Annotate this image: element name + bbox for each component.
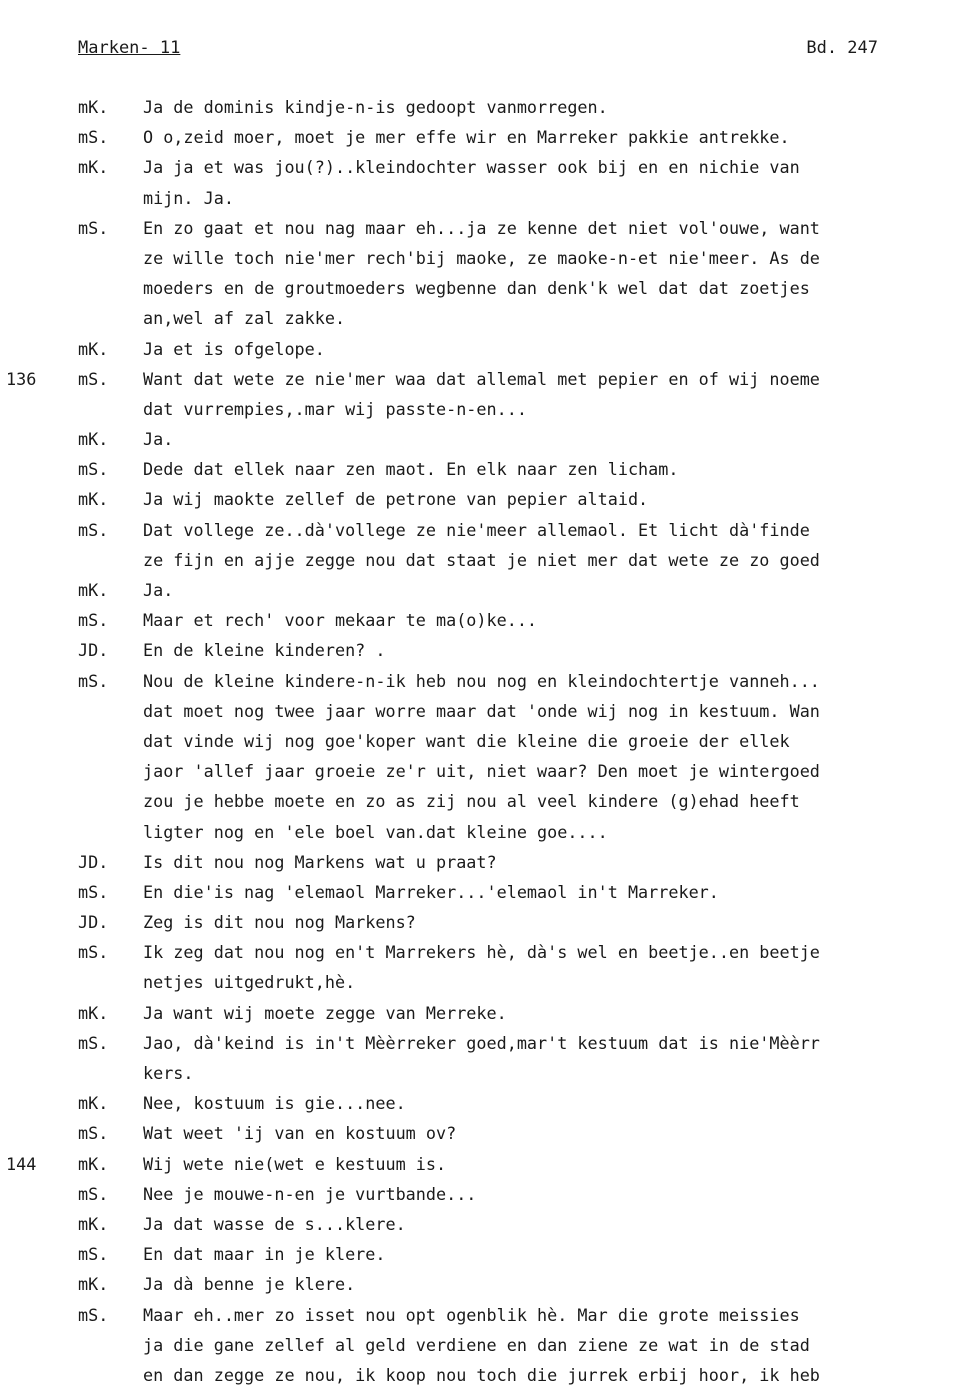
utterance-text: Nou de kleine kindere-n-ik heb nou nog en kleindochtertje vanneh... xyxy=(143,670,820,691)
transcript-line xyxy=(0,967,973,997)
utterance-text: Dat vollege ze..dà'vollege ze nie'meer allemaol. Et licht dà'finde xyxy=(143,519,810,540)
speaker-label: JD. xyxy=(78,851,109,872)
transcript-line xyxy=(0,998,973,1028)
utterance-text: Ja dat wasse de s...klere. xyxy=(143,1213,406,1234)
utterance-text: Jao, dà'keind is in't Mèèrreker goed,mar't kestuum dat is nie'Mèèrr xyxy=(143,1032,820,1053)
speaker-label: mS. xyxy=(78,519,109,540)
utterance-text: Is dit nou nog Markens wat u praat? xyxy=(143,851,497,872)
transcript-line xyxy=(0,696,973,726)
speaker-label: mS. xyxy=(78,1244,109,1265)
transcript-line xyxy=(0,847,973,877)
utterance-text: Ja want wij moete zegge van Merreke. xyxy=(143,1002,507,1023)
page-number: Bd. 247 xyxy=(806,38,878,58)
utterance-text: en dan zegge ze nou, ik koop nou toch die jurrek erbij hoor, ik heb xyxy=(143,1364,820,1385)
transcript-line xyxy=(0,545,973,575)
transcript-line xyxy=(0,756,973,786)
transcript-line xyxy=(0,484,973,514)
transcript-line xyxy=(0,1088,973,1118)
speaker-label: mS. xyxy=(78,1123,109,1144)
transcript-line xyxy=(0,454,973,484)
utterance-text: En zo gaat et nou nag maar eh...ja ze kenne det niet vol'ouwe, want xyxy=(143,217,820,238)
utterance-text: En dat maar in je klere. xyxy=(143,1244,386,1265)
transcript-line xyxy=(0,394,973,424)
line-number: 144 xyxy=(6,1153,37,1174)
transcript-line xyxy=(0,1028,973,1058)
utterance-text: moeders en de groutmoeders wegbenne dan denk'k wel dat dat zoetjes xyxy=(143,278,810,299)
utterance-text: ja die gane zellef al geld verdiene en dan ziene ze wat in de stad xyxy=(143,1334,810,1355)
utterance-text: ze fijn en ajje zegge nou dat staat je niet mer dat wete ze zo goed xyxy=(143,549,820,570)
header-title: Marken- 11 xyxy=(78,38,181,58)
utterance-text: Nee, kostuum is gie...nee. xyxy=(143,1093,406,1114)
line-number: 136 xyxy=(6,368,37,389)
speaker-label: mK. xyxy=(78,338,109,359)
transcript-line xyxy=(0,1239,973,1269)
speaker-label: mS. xyxy=(78,881,109,902)
utterance-text: Ja et is ofgelope. xyxy=(143,338,325,359)
utterance-text: Dede dat ellek naar zen maot. En elk naar zen licham. xyxy=(143,459,679,480)
utterance-text: Ik zeg dat nou nog en't Marrekers hè, dà's wel en beetje..en beetje xyxy=(143,942,820,963)
speaker-label: mK. xyxy=(78,1213,109,1234)
transcript-line xyxy=(0,243,973,273)
transcript-line xyxy=(0,1300,973,1330)
transcript-line xyxy=(0,364,973,394)
transcript-line xyxy=(0,515,973,545)
utterance-text: netjes uitgedrukt,hè. xyxy=(143,972,356,993)
transcript-line xyxy=(0,122,973,152)
transcript-line xyxy=(0,726,973,756)
utterance-text: Wij wete nie(wet e kestuum is. xyxy=(143,1153,447,1174)
speaker-label: mK. xyxy=(78,429,109,450)
transcript-line xyxy=(0,666,973,696)
utterance-text: Ja wij maokte zellef de petrone van pepier altaid. xyxy=(143,489,649,510)
speaker-label: mK. xyxy=(78,97,109,117)
transcript-line xyxy=(0,92,973,122)
utterance-text: an,wel af zal zakke. xyxy=(143,308,346,329)
transcript-line xyxy=(0,1179,973,1209)
transcript-line xyxy=(0,152,973,182)
transcript-line xyxy=(0,1330,973,1360)
transcript-line xyxy=(0,1360,973,1390)
transcript-line xyxy=(0,575,973,605)
speaker-label: mS. xyxy=(78,1183,109,1204)
transcript-line xyxy=(0,635,973,665)
transcript-line xyxy=(0,1058,973,1088)
transcript-line xyxy=(0,907,973,937)
utterance-text: dat vinde wij nog goe'koper want die kleine die groeie der ellek xyxy=(143,730,790,751)
utterance-text: Want dat wete ze nie'mer waa dat allemal met pepier en of wij noeme xyxy=(143,368,820,389)
transcript-line xyxy=(0,183,973,213)
speaker-label: mK. xyxy=(78,580,109,600)
speaker-label: mK. xyxy=(78,489,109,510)
utterance-text: Maar eh..mer zo isset nou opt ogenblik hè. Mar die grote meissies xyxy=(143,1304,800,1325)
transcript-line xyxy=(0,334,973,364)
transcript-line xyxy=(0,1149,973,1179)
utterance-text: kers. xyxy=(143,1063,194,1083)
utterance-text: Ja. xyxy=(143,429,174,450)
utterance-text: En de kleine kinderen? . xyxy=(143,640,386,661)
speaker-label: mK. xyxy=(78,157,109,178)
utterance-text: Ja de dominis kindje-n-is gedoopt vanmorregen. xyxy=(143,97,608,117)
utterance-text: Maar et rech' voor mekaar te ma(o)ke... xyxy=(143,610,538,631)
utterance-text: ligter nog en 'ele boel van.dat kleine goe.... xyxy=(143,821,608,842)
utterance-text: Ja. xyxy=(143,580,174,600)
speaker-label: mS. xyxy=(78,942,109,963)
transcript-line xyxy=(0,213,973,243)
speaker-label: mK. xyxy=(78,1002,109,1023)
speaker-label: mK. xyxy=(78,1093,109,1114)
transcript-line xyxy=(0,303,973,333)
transcript-line xyxy=(0,1118,973,1148)
utterance-text: dat moet nog twee jaar worre maar dat 'onde wij nog in kestuum. Wan xyxy=(143,700,820,721)
speaker-label: mS. xyxy=(78,670,109,691)
speaker-label: mS. xyxy=(78,1304,109,1325)
transcript-body xyxy=(0,92,973,1390)
utterance-text: En die'is nag 'elemaol Marreker...'elemaol in't Marreker. xyxy=(143,881,719,902)
speaker-label: JD. xyxy=(78,640,109,661)
utterance-text: ze wille toch nie'mer rech'bij maoke, ze maoke-n-et nie'meer. As de xyxy=(143,247,820,268)
transcript-line xyxy=(0,877,973,907)
transcript-line xyxy=(0,273,973,303)
utterance-text: Wat weet 'ij van en kostuum ov? xyxy=(143,1123,457,1144)
speaker-label: mS. xyxy=(78,217,109,238)
utterance-text: jaor 'allef jaar groeie ze'r uit, niet waar? Den moet je wintergoed xyxy=(143,761,820,782)
speaker-label: JD. xyxy=(78,912,109,933)
utterance-text: Ja dà benne je klere. xyxy=(143,1274,356,1295)
speaker-label: mS. xyxy=(78,368,109,389)
speaker-label: mS. xyxy=(78,127,109,148)
transcript-line xyxy=(0,1209,973,1239)
speaker-label: mS. xyxy=(78,610,109,631)
utterance-text: zou je hebbe moete en zo as zij nou al veel kindere (g)ehad heeft xyxy=(143,791,800,812)
transcript-line xyxy=(0,605,973,635)
utterance-text: O o,zeid moer, moet je mer effe wir en Marreker pakkie antrekke. xyxy=(143,127,790,148)
speaker-label: mS. xyxy=(78,1032,109,1053)
transcript-line xyxy=(0,937,973,967)
speaker-label: mK. xyxy=(78,1153,109,1174)
speaker-label: mS. xyxy=(78,459,109,480)
utterance-text: dat vurrempies,.mar wij passte-n-en... xyxy=(143,398,527,419)
utterance-text: mijn. Ja. xyxy=(143,187,234,208)
transcript-line xyxy=(0,1269,973,1299)
utterance-text: Ja ja et was jou(?)..kleindochter wasser ook bij en en nichie van xyxy=(143,157,800,178)
transcript-line xyxy=(0,817,973,847)
transcript-line xyxy=(0,786,973,816)
transcript-line xyxy=(0,424,973,454)
speaker-label: mK. xyxy=(78,1274,109,1295)
utterance-text: Zeg is dit nou nog Markens? xyxy=(143,912,416,933)
utterance-text: Nee je mouwe-n-en je vurtbande... xyxy=(143,1183,477,1204)
